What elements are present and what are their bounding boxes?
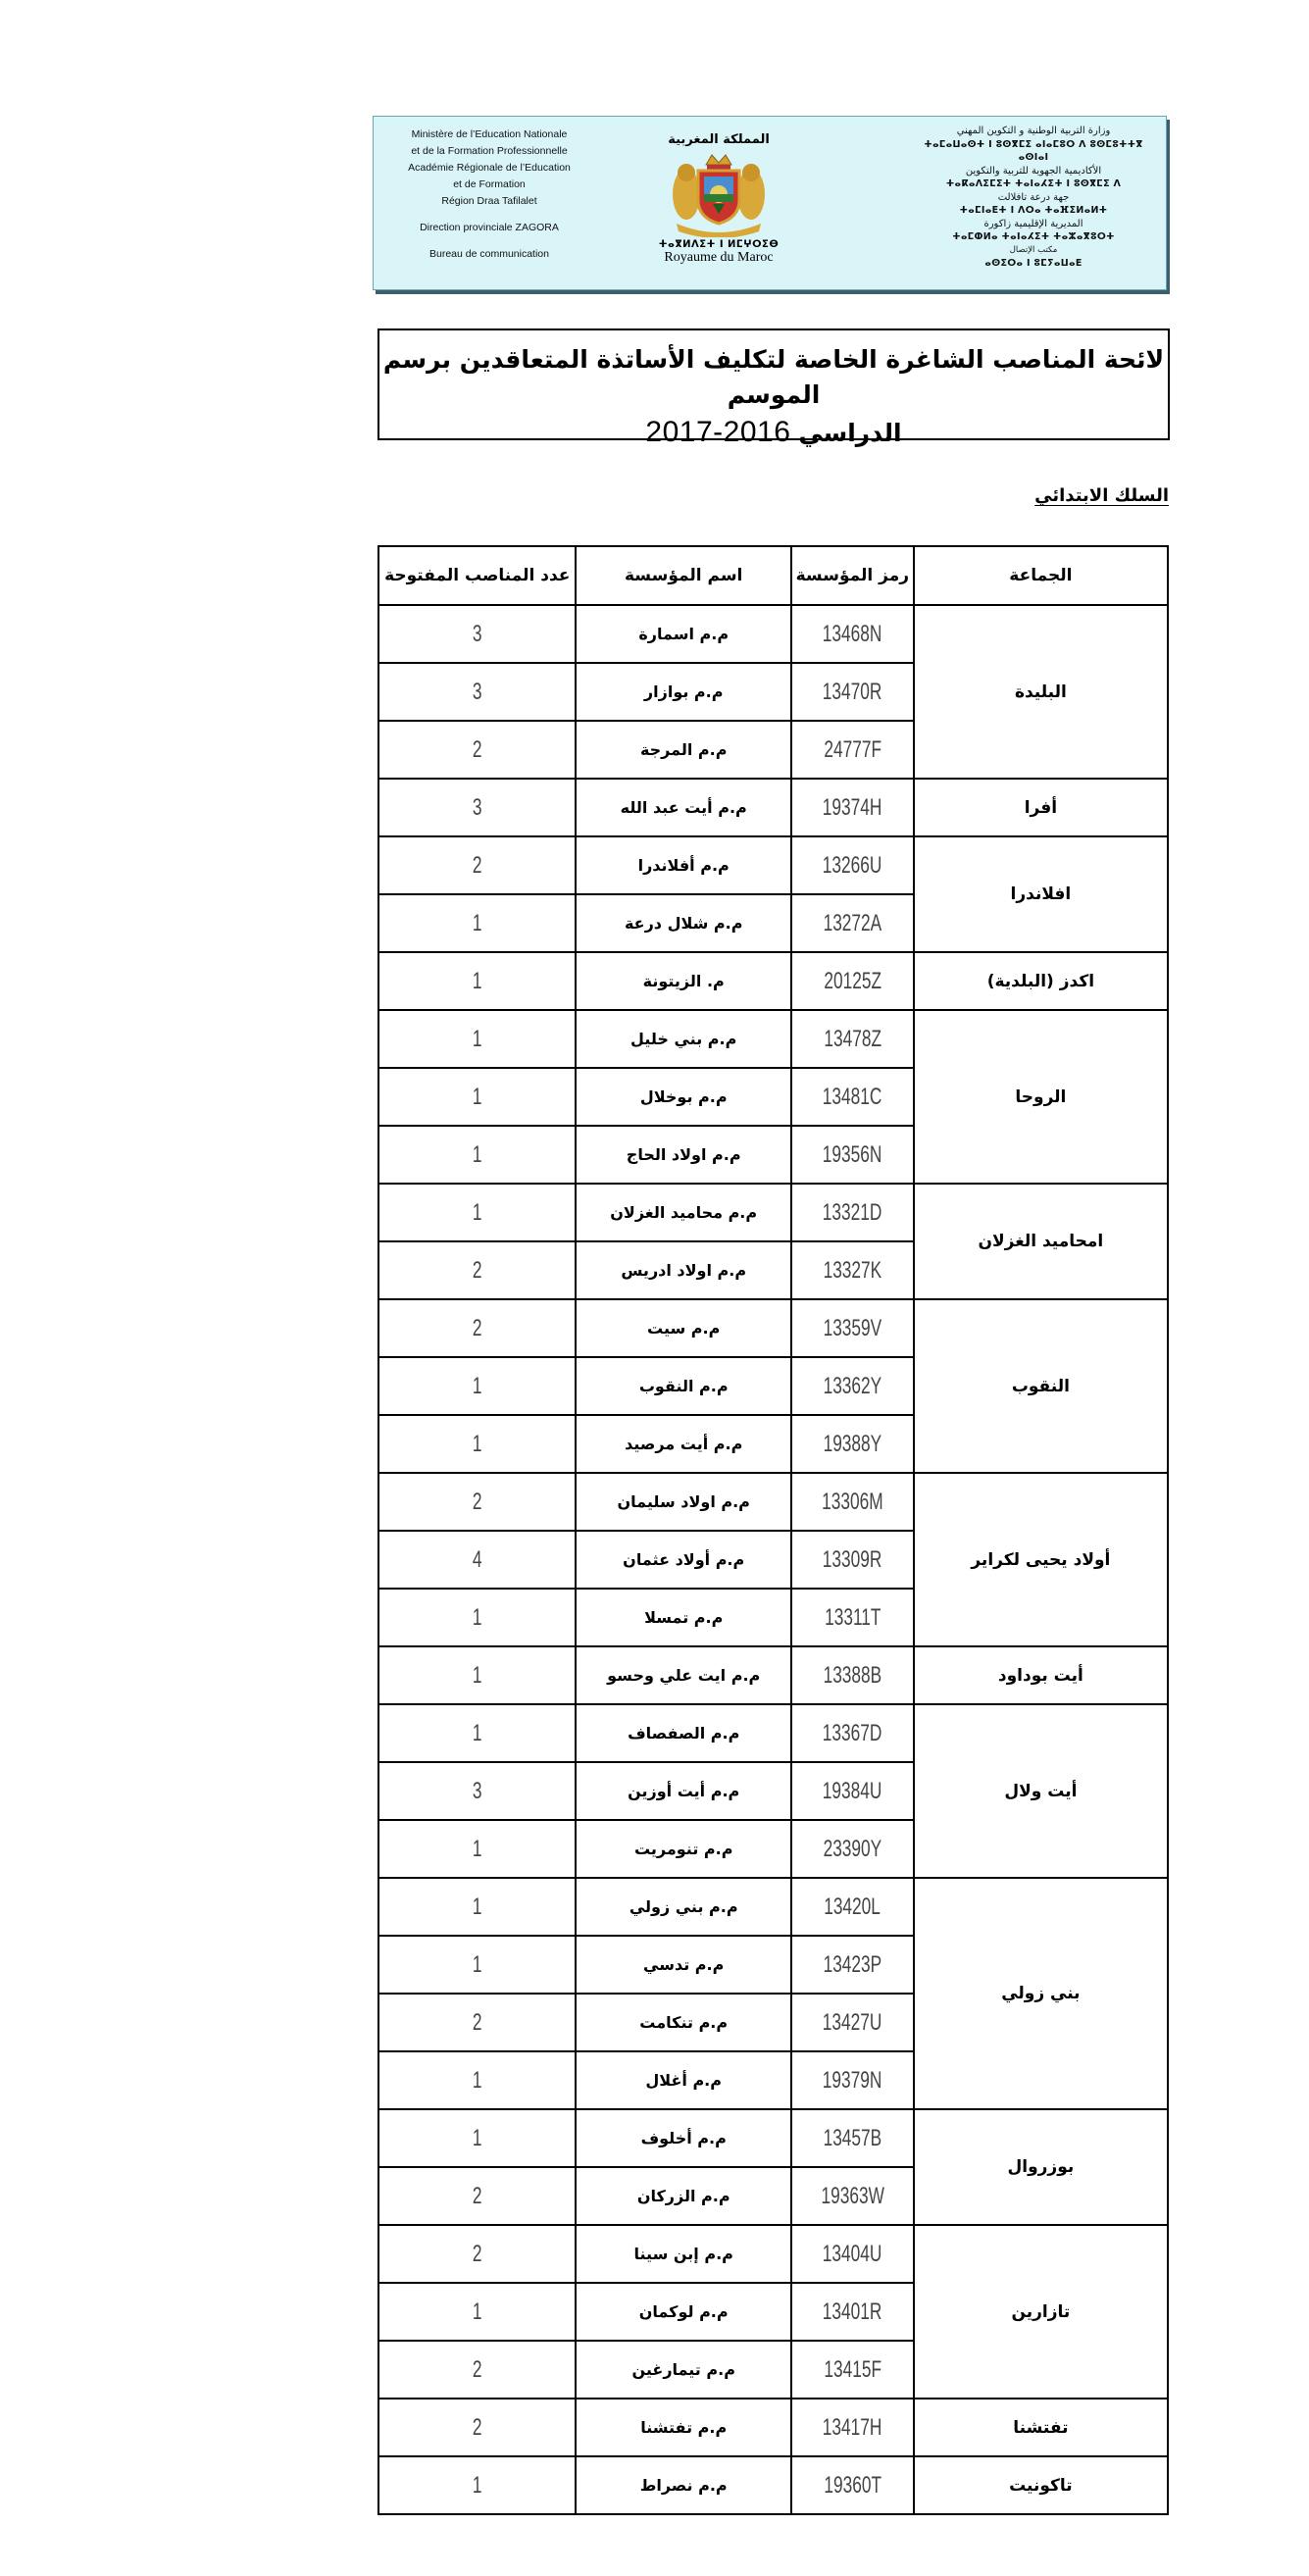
count-value: 2 [472, 2240, 482, 2267]
table-row [378, 1299, 1168, 1357]
table-row [378, 1184, 1168, 1241]
open-posts-count [378, 2283, 576, 2341]
code-value: 20125Z [824, 967, 881, 994]
open-posts-count [378, 2225, 576, 2283]
open-posts-count [378, 1241, 576, 1299]
code-value: 13420L [824, 1893, 881, 1920]
academy-tifinagh: ⵜⴰⴽⴰⴷⵉⵎⵉⵜ ⵜⴰⵏⴰⵃⵉⵜ ⵏ ⵓⵙⴳⵎⵉ ⴷ [945, 178, 1122, 189]
count-value: 1 [472, 2298, 482, 2325]
kingdom-ar: المملكة المغربية [668, 132, 770, 147]
count-value: 1 [472, 1719, 482, 1746]
table-row [378, 2109, 1168, 2167]
school-name: م.م اولاد سليمان [576, 1473, 790, 1531]
code-value: 13423P [823, 1950, 882, 1978]
open-posts-count [378, 1762, 576, 1820]
code-value: 13327K [823, 1256, 882, 1284]
school-name: م.م تنومريت [576, 1820, 790, 1878]
school-name: م.م تنكامت [576, 1994, 790, 2051]
count-value: 1 [472, 1083, 482, 1110]
code-value: 13470R [823, 678, 882, 705]
school-name: م.م اولاد الحاج [576, 1126, 790, 1184]
school-name: م.م أخلوف [576, 2109, 790, 2167]
school-code [791, 1646, 914, 1704]
kingdom-tifinagh: ⵜⴰⴳⵍⴷⵉⵜ ⵏ ⵍⵎⵖⵔⵉⴱ [658, 239, 780, 250]
count-value: 3 [472, 793, 482, 821]
bureau-fr: Bureau de communication [429, 248, 549, 260]
table-row [378, 1473, 1168, 1531]
open-posts-count [378, 1646, 576, 1704]
school-code [791, 1473, 914, 1531]
open-posts-count [378, 721, 576, 779]
table-body [378, 605, 1168, 2514]
direction-tifinagh: ⵜⴰⵎⵀⵍⴰ ⵜⴰⵏⴰⵃⵉⵜ ⵜⴰⵣⴰⴳⵓⵔⵜ [952, 231, 1115, 242]
code-value: 13415F [824, 2355, 881, 2383]
code-value: 19388Y [823, 1430, 882, 1457]
open-posts-count [378, 663, 576, 721]
table-row [378, 1646, 1168, 1704]
school-code [791, 1994, 914, 2051]
school-code [791, 1704, 914, 1762]
code-value: 19374H [823, 793, 882, 821]
code-value: 13321D [823, 1198, 882, 1226]
open-posts-count [378, 952, 576, 1010]
open-posts-count [378, 1068, 576, 1126]
school-code [791, 1415, 914, 1473]
table-row [378, 952, 1168, 1010]
code-value: 13481C [823, 1083, 882, 1110]
direction-fr: Direction provinciale ZAGORA [420, 222, 559, 233]
school-code [791, 952, 914, 1010]
code-value: 19360T [824, 2471, 881, 2499]
school-name: م.م أغلال [576, 2051, 790, 2109]
academy-ar: الأكاديمية الجهوية للتربية والتكوين [965, 165, 1102, 177]
commune-name: اكدز (البلدية) [914, 952, 1168, 1010]
count-value: 2 [472, 2008, 482, 2036]
school-name: م.م تدسي [576, 1936, 790, 1994]
count-value: 3 [472, 678, 482, 705]
school-name: م.م سيت [576, 1299, 790, 1357]
open-posts-count [378, 1589, 576, 1646]
document-title-box [378, 328, 1170, 448]
code-value: 13478Z [824, 1025, 881, 1052]
table-row [378, 2456, 1168, 2514]
school-code [791, 2109, 914, 2167]
school-name: م.م تفتشنا [576, 2399, 790, 2456]
count-value: 4 [472, 1545, 482, 1573]
school-name: م.م ايت علي وحسو [576, 1646, 790, 1704]
code-value: 19379N [823, 2066, 882, 2094]
open-posts-count [378, 2456, 576, 2514]
table-row [378, 836, 1168, 894]
region-fr: Région Draa Tafilalet [441, 195, 537, 207]
school-name: م.م بني زولي [576, 1878, 790, 1936]
bureau-tifinagh: ⴰⵙⵉⵔⴰ ⵏ ⵓⵎⵢⴰⵡⴰⴹ [984, 258, 1082, 269]
school-name: م.م أيت أوزين [576, 1762, 790, 1820]
open-posts-count [378, 1184, 576, 1241]
count-value: 1 [472, 1950, 482, 1978]
school-name: م.م أيت مرصيد [576, 1415, 790, 1473]
school-name: م.م أفلاندرا [576, 836, 790, 894]
open-posts-count [378, 1010, 576, 1068]
code-value: 13417H [823, 2413, 882, 2441]
open-posts-count [378, 1473, 576, 1531]
code-value: 19356N [823, 1140, 882, 1168]
school-name: م.م تمسلا [576, 1589, 790, 1646]
code-value: 13359V [823, 1314, 882, 1341]
letterhead-french-block [381, 126, 597, 263]
table-row [378, 605, 1168, 663]
table-row [378, 1878, 1168, 1936]
school-name: م.م أيت عبد الله [576, 779, 790, 836]
school-code [791, 2167, 914, 2225]
count-value: 1 [472, 1430, 482, 1457]
ministry-fr-line-1: Ministère de l’Education Nationale [411, 128, 568, 140]
letterhead-arabic-block [911, 125, 1156, 271]
code-value: 13309R [823, 1545, 882, 1573]
ministry-fr-line-2: et de la Formation Professionnelle [411, 145, 568, 157]
code-value: 13468N [823, 620, 882, 647]
commune-name: بني زولي [914, 1878, 1168, 2109]
school-code [791, 1936, 914, 1994]
commune-name: النقوب [914, 1299, 1168, 1473]
school-name: م.م بوازار [576, 663, 790, 721]
school-name: م.م شلال درعة [576, 894, 790, 952]
section-label-primary: السلك الابتدائي [1034, 485, 1169, 506]
letterhead-emblem-block [630, 132, 807, 266]
commune-name: امحاميد الغزلان [914, 1184, 1168, 1299]
code-value: 19384U [823, 1777, 882, 1804]
region-ar: جهة درعة تافلالت [997, 191, 1070, 203]
school-code [791, 836, 914, 894]
count-value: 1 [472, 1140, 482, 1168]
count-value: 2 [472, 2413, 482, 2441]
commune-name: البليدة [914, 605, 1168, 779]
code-value: 13388B [823, 1661, 882, 1689]
code-value: 13427U [823, 2008, 882, 2036]
school-code [791, 2341, 914, 2399]
school-code [791, 1126, 914, 1184]
school-code [791, 1357, 914, 1415]
code-value: 13311T [824, 1603, 881, 1631]
school-code [791, 1299, 914, 1357]
kingdom-fr: Royaume du Maroc [664, 250, 774, 265]
school-name: م.م تيمارغين [576, 2341, 790, 2399]
code-value: 13367D [823, 1719, 882, 1746]
school-code [791, 1589, 914, 1646]
count-value: 2 [472, 1314, 482, 1341]
commune-name: بوزروال [914, 2109, 1168, 2225]
school-code [791, 663, 914, 721]
school-code [791, 1820, 914, 1878]
school-code [791, 894, 914, 952]
school-name: م.م اسمارة [576, 605, 790, 663]
code-value: 24777F [824, 735, 881, 763]
open-posts-count [378, 1531, 576, 1589]
commune-name: تفتشنا [914, 2399, 1168, 2456]
count-value: 1 [472, 1835, 482, 1862]
document-title-line-2 [379, 413, 1168, 453]
region-tifinagh: ⵜⴰⵎⵏⴰⴹⵜ ⵏ ⴷⵔⴰ ⵜⴰⴼⵉⵍⴰⵍⵜ [959, 205, 1108, 216]
school-name: م.م محاميد الغزلان [576, 1184, 790, 1241]
school-code [791, 2283, 914, 2341]
count-value: 1 [472, 967, 482, 994]
school-code [791, 1241, 914, 1299]
open-posts-count [378, 1878, 576, 1936]
school-code [791, 1184, 914, 1241]
commune-name: افلاندرا [914, 836, 1168, 952]
school-name: م.م نصراط [576, 2456, 790, 2514]
open-posts-count [378, 1994, 576, 2051]
open-posts-count [378, 1704, 576, 1762]
royal-coat-of-arms-icon [665, 151, 773, 237]
school-code [791, 605, 914, 663]
table-row [378, 1010, 1168, 1068]
count-value: 1 [472, 2124, 482, 2151]
code-value: 13266U [823, 851, 882, 879]
count-value: 1 [472, 1661, 482, 1689]
commune-name: أيت ولال [914, 1704, 1168, 1878]
school-code [791, 1531, 914, 1589]
code-value: 19363W [821, 2182, 884, 2209]
document-title-line-1: لائحة المناصب الشاغرة الخاصة لتكليف الأساتذة المتعاقدين برسم الموسم [382, 345, 1165, 409]
open-posts-count [378, 2051, 576, 2109]
count-value: 2 [472, 2355, 482, 2383]
school-name: م.م اولاد ادريس [576, 1241, 790, 1299]
commune-name: تازارين [914, 2225, 1168, 2399]
school-code [791, 2456, 914, 2514]
open-posts-count [378, 2109, 576, 2167]
school-name: م.م الزركان [576, 2167, 790, 2225]
school-name: م.م أولاد عثمان [576, 1531, 790, 1589]
school-name: م.م النقوب [576, 1357, 790, 1415]
count-value: 3 [472, 1777, 482, 1804]
count-value: 2 [472, 1256, 482, 1284]
code-value: 13306M [822, 1488, 883, 1515]
school-name: م.م بوخلال [576, 1068, 790, 1126]
code-value: 23390Y [823, 1835, 882, 1862]
academy-fr-line-1: Académie Régionale de l’Education [408, 162, 571, 174]
code-value: 13457B [823, 2124, 882, 2151]
count-value: 1 [472, 1893, 482, 1920]
school-code [791, 2399, 914, 2456]
open-posts-count [378, 1299, 576, 1357]
school-code [791, 2225, 914, 2283]
open-posts-count [378, 2341, 576, 2399]
commune-name: أيت بوداود [914, 1646, 1168, 1704]
open-posts-count [378, 1936, 576, 1994]
school-name: م. الزيتونة [576, 952, 790, 1010]
count-value: 1 [472, 1025, 482, 1052]
letterhead [373, 116, 1167, 290]
count-value: 1 [472, 1603, 482, 1631]
open-posts-count [378, 1820, 576, 1878]
header-count: عدد المناصب المفتوحة [378, 546, 576, 605]
commune-name: أفرا [914, 779, 1168, 836]
count-value: 3 [472, 620, 482, 647]
open-posts-count [378, 2399, 576, 2456]
header-code: رمز المؤسسة [791, 546, 914, 605]
table-row [378, 1704, 1168, 1762]
commune-name: تاكونيت [914, 2456, 1168, 2514]
count-value: 1 [472, 909, 482, 936]
header-commune: الجماعة [914, 546, 1168, 605]
header-name: اسم المؤسسة [576, 546, 790, 605]
school-year: 2017-2016 [645, 416, 791, 448]
school-name: م.م إبن سينا [576, 2225, 790, 2283]
count-value: 1 [472, 1198, 482, 1226]
open-posts-count [378, 1126, 576, 1184]
academy-fr-line-2: et de Formation [453, 178, 526, 190]
open-posts-count [378, 605, 576, 663]
school-code [791, 779, 914, 836]
open-posts-count [378, 2167, 576, 2225]
school-name: م.م لوكمان [576, 2283, 790, 2341]
commune-name: الروحا [914, 1010, 1168, 1184]
count-value: 2 [472, 1488, 482, 1515]
code-value: 13272A [823, 909, 882, 936]
count-value: 1 [472, 2066, 482, 2094]
commune-name: أولاد يحيى لكراير [914, 1473, 1168, 1646]
table-row [378, 2225, 1168, 2283]
school-code [791, 1878, 914, 1936]
code-value: 13404U [823, 2240, 882, 2267]
open-posts-count [378, 894, 576, 952]
code-value: 13401R [823, 2298, 882, 2325]
ministry-ar: وزارة التربية الوطنية و التكوين المهني [956, 126, 1111, 136]
school-code [791, 2051, 914, 2109]
count-value: 2 [472, 735, 482, 763]
school-code [791, 1068, 914, 1126]
open-posts-count [378, 1415, 576, 1473]
code-value: 13362Y [823, 1372, 882, 1399]
ministry-tifinagh: ⵜⴰⵎⴰⵡⴰⵙⵜ ⵏ ⵓⵙⴳⵎⵉ ⴰⵏⴰⵎⵓⵔ ⴷ ⵓⵙⵎⵓⵜⵜⴳ ⴰⵙⵏⴰⵏ [924, 138, 1143, 163]
school-code [791, 721, 914, 779]
count-value: 1 [472, 1372, 482, 1399]
count-value: 2 [472, 2182, 482, 2209]
open-posts-count [378, 836, 576, 894]
table-row [378, 2399, 1168, 2456]
table-row [378, 779, 1168, 836]
school-name: م.م بني خليل [576, 1010, 790, 1068]
school-code [791, 1762, 914, 1820]
school-code [791, 1010, 914, 1068]
open-posts-count [378, 1357, 576, 1415]
count-value: 2 [472, 851, 482, 879]
table-header-row [378, 546, 1168, 605]
vacant-posts-table [378, 545, 1169, 2515]
school-year-label: الدراسي [798, 419, 902, 447]
school-name: م.م المرجة [576, 721, 790, 779]
school-name: م.م الصفصاف [576, 1704, 790, 1762]
count-value: 1 [472, 2471, 482, 2499]
open-posts-count [378, 779, 576, 836]
direction-ar: المديرية الإقليمية زاكورة [983, 218, 1083, 229]
bureau-ar: مكتب الإتصال [1009, 244, 1058, 255]
